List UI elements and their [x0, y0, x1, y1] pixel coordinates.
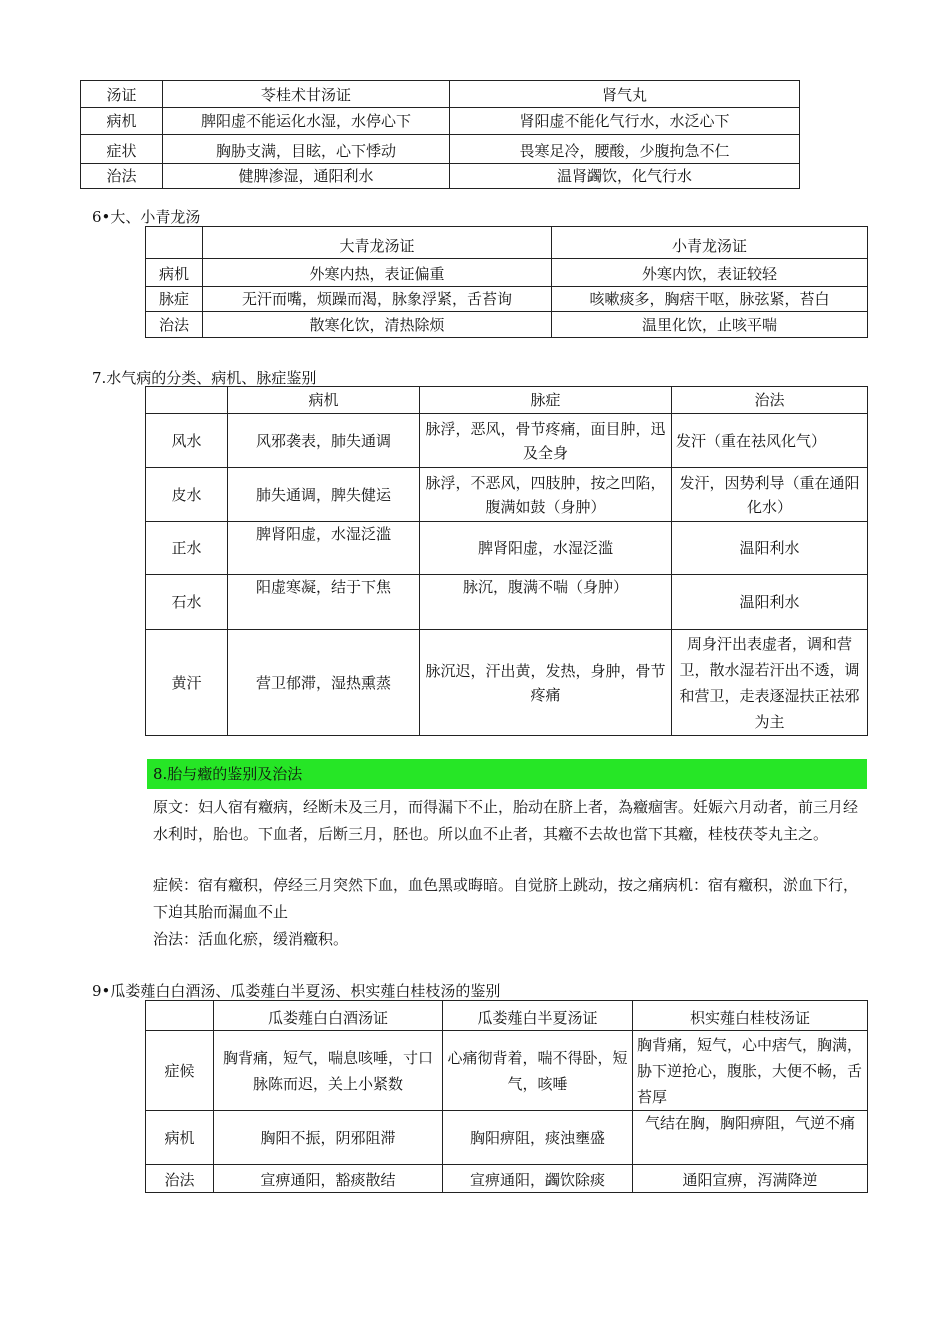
header-cell: 治法 — [672, 387, 868, 414]
table-cell: 发汗（重在祛风化气） — [672, 414, 868, 468]
header-cell: 汤证 — [81, 81, 163, 108]
table-cell: 温阳利水 — [672, 522, 868, 575]
row-label: 治法 — [146, 1165, 214, 1193]
table-cell: 风邪袭表，肺失通调 — [228, 414, 420, 468]
header-cell: 脉症 — [420, 387, 672, 414]
header-cell: 肾气丸 — [450, 81, 800, 108]
table-gualou — [145, 1000, 868, 1193]
paragraph-treatment: 治法：活血化瘀，缓消癥积。 — [153, 930, 349, 948]
header-cell: 病机 — [228, 387, 420, 414]
section-6-title: 6•大、小青龙汤 — [92, 208, 201, 226]
table-cell: 宣痹通阳，蠲饮除痰 — [443, 1165, 633, 1193]
row-label: 正水 — [146, 522, 228, 575]
header-cell: 小青龙汤证 — [552, 227, 868, 259]
table-cell: 脾肾阳虚，水湿泛滥 — [420, 522, 672, 575]
table-cell: 心痛彻背着，喘不得卧，短气，咳唾 — [443, 1031, 633, 1111]
section-8-title: 8.胎与癥的鉴别及治法 — [147, 759, 867, 789]
section-7-title: 7.水气病的分类、病机、脉症鉴别 — [92, 369, 317, 387]
section-9-title: 9•瓜娄薤白白酒汤、瓜娄薤白半夏汤、枳实薤白桂枝汤的鉴别 — [92, 982, 501, 1000]
table-cell: 宣痹通阳，豁痰散结 — [214, 1165, 443, 1193]
table-cell: 无汗而嘴，烦躁而渴，脉象浮紧，舌苔询 — [203, 287, 552, 312]
header-cell — [146, 1001, 214, 1031]
table-cell: 外寒内饮，表证较轻 — [552, 259, 868, 287]
row-label: 治法 — [81, 164, 163, 189]
table-cell: 脉沉迟，汗出黄，发热，身肿，骨节疼痛 — [420, 630, 672, 736]
row-label: 皮水 — [146, 468, 228, 522]
row-label: 症候 — [146, 1031, 214, 1111]
table-cell: 胸背痛，短气，喘息咳唾，寸口脉陈而迟，关上小紧数 — [214, 1031, 443, 1111]
table-linggui-vs-shenqi — [80, 80, 800, 189]
table-cell: 气结在胸，胸阳痹阻，气逆不痛 — [633, 1111, 868, 1165]
table-cell: 胸胁支满，目眩，心下悸动 — [163, 135, 450, 164]
table-cell: 外寒内热，表证偏重 — [203, 259, 552, 287]
table-cell: 健脾渗湿，通阳利水 — [163, 164, 450, 189]
table-cell: 脾肾阳虚，水湿泛滥 — [228, 522, 420, 575]
table-cell: 畏寒足冷，腰酸，少腹拘急不仁 — [450, 135, 800, 164]
table-cell: 温肾蠲饮，化气行水 — [450, 164, 800, 189]
table-cell: 周身汗出表虚者，调和营卫，散水湿若汗出不透，调和营卫，走表逐湿扶正祛邪为主 — [672, 630, 868, 736]
table-cell: 阳虚寒凝，结于下焦 — [228, 575, 420, 630]
table-cell: 胸背痛，短气，心中痞气，胸满，胁下逆抢心，腹胀，大便不畅，舌苔厚 — [633, 1031, 868, 1111]
row-label: 病机 — [81, 108, 163, 135]
table-cell: 咳嗽痰多，胸痞干呕，脉弦紧，苔白 — [552, 287, 868, 312]
table-cell: 脉浮，不恶风，四肢肿，按之凹陷，腹满如鼓（身肿） — [420, 468, 672, 522]
row-label: 石水 — [146, 575, 228, 630]
table-shuiqi — [145, 386, 868, 736]
row-label: 黄汗 — [146, 630, 228, 736]
header-cell: 苓桂术甘汤证 — [163, 81, 450, 108]
table-cell: 通阳宣痹，泻满降逆 — [633, 1165, 868, 1193]
table-qinglong — [145, 226, 868, 338]
row-label: 症状 — [81, 135, 163, 164]
table-cell: 温里化饮，止咳平喘 — [552, 312, 868, 338]
row-label: 病机 — [146, 259, 203, 287]
table-cell: 发汗，因势利导（重在通阳化水） — [672, 468, 868, 522]
paragraph-original-text: 原文：妇人宿有癥病，经断未及三月，而得漏下不止，胎动在脐上者，為癥痼害。妊娠六月动者，前三月经水利时，胎也。下血者，后断三月，胚也。所以血不止者，其癥不去故也當下其癥，桂枝茯苓丸主之。 — [153, 798, 859, 843]
row-label: 脉症 — [146, 287, 203, 312]
table-cell: 脉沉，腹满不喘（身肿） — [420, 575, 672, 630]
header-cell: 瓜娄薤白半夏汤证 — [443, 1001, 633, 1031]
header-cell — [146, 227, 203, 259]
header-cell: 大青龙汤证 — [203, 227, 552, 259]
table-cell: 胸阳痹阻，痰浊壅盛 — [443, 1111, 633, 1165]
header-cell — [146, 387, 228, 414]
header-cell: 瓜娄薤白白酒汤证 — [214, 1001, 443, 1031]
table-cell: 脾阳虚不能运化水湿，水停心下 — [163, 108, 450, 135]
table-cell: 营卫郁滞，湿热熏蒸 — [228, 630, 420, 736]
paragraph-symptoms: 症候：宿有癥积，停经三月突然下血，血色黑或晦暗。自觉脐上跳动，按之痛病机：宿有癥积，淤血下行，下迫其胎而漏血不止 — [153, 876, 859, 921]
table-cell: 肺失通调，脾失健运 — [228, 468, 420, 522]
row-label: 病机 — [146, 1111, 214, 1165]
row-label: 风水 — [146, 414, 228, 468]
table-cell: 肾阳虚不能化气行水，水泛心下 — [450, 108, 800, 135]
row-label: 治法 — [146, 312, 203, 338]
table-cell: 温阳利水 — [672, 575, 868, 630]
table-cell: 散寒化饮，清热除烦 — [203, 312, 552, 338]
table-cell: 胸阳不振，阴邪阻滞 — [214, 1111, 443, 1165]
table-cell: 脉浮，恶风，骨节疼痛，面目肿，迅及全身 — [420, 414, 672, 468]
header-cell: 枳实薤白桂枝汤证 — [633, 1001, 868, 1031]
